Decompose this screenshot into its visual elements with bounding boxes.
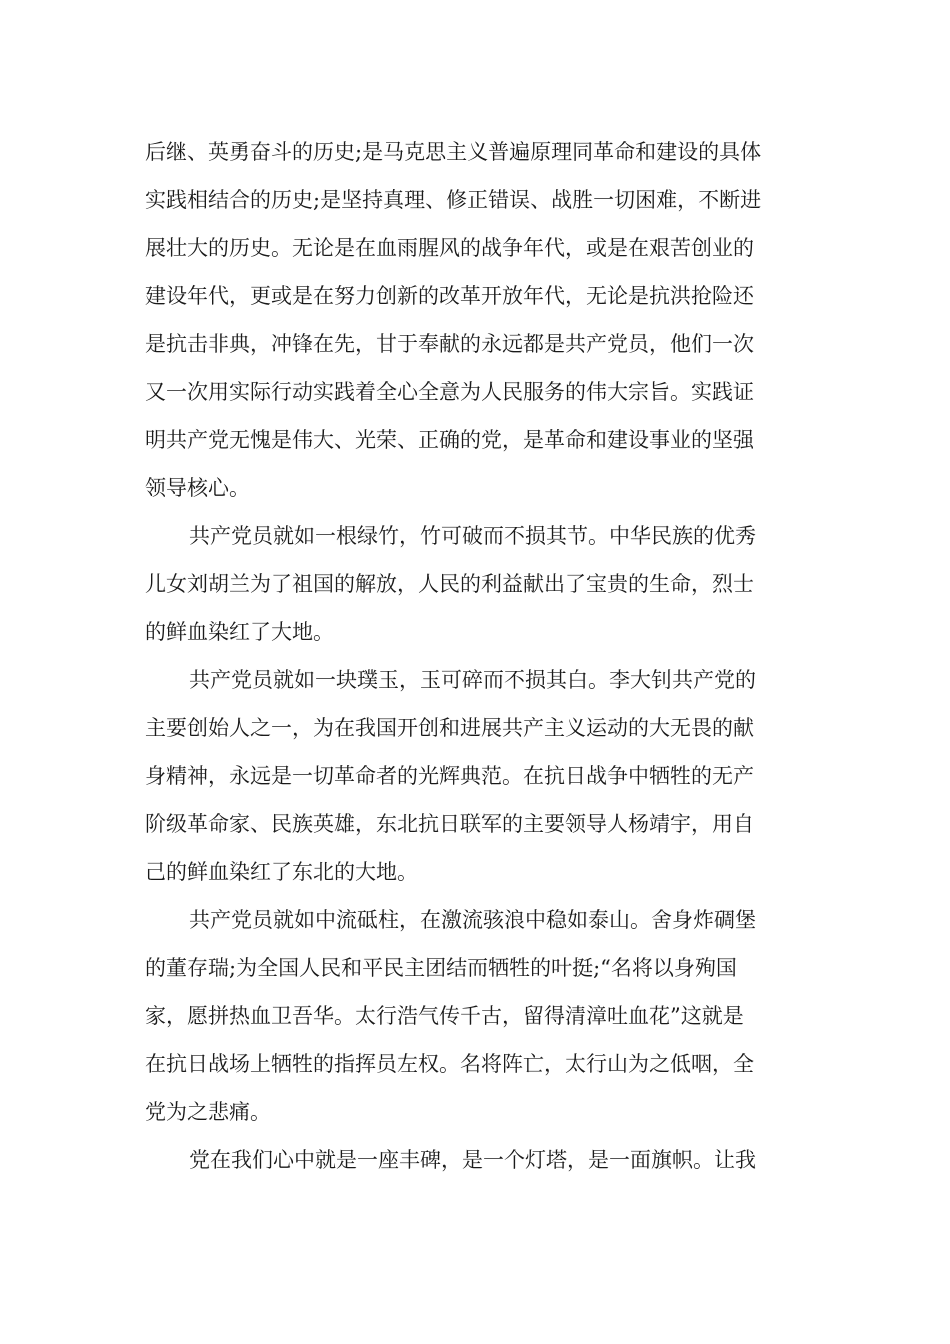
text-line: 后继、英勇奋斗的历史;是马克思主义普遍原理同革命和建设的具体 xyxy=(145,140,762,164)
text-line: 共产党员就如一块璞玉，玉可碎而不损其白。李大钊共产党的 xyxy=(189,668,756,692)
paragraph xyxy=(145,1136,805,1184)
text-line: 己的鲜血染红了东北的大地。 xyxy=(145,860,418,884)
text-line: 身精神，永远是一切革命者的光辉典范。在抗日战争中牺牲的无产 xyxy=(145,764,754,788)
text-line: 阶级革命家、民族英雄，东北抗日联军的主要领导人杨靖宇，用自 xyxy=(145,812,754,836)
text-line: 共产党员就如一根绿竹，竹可破而不损其节。中华民族的优秀 xyxy=(189,524,756,548)
body-text xyxy=(145,128,805,1184)
paragraph xyxy=(145,128,805,512)
text-line: 党为之悲痛。 xyxy=(145,1100,271,1124)
text-line: 党在我们心中就是一座丰碑，是一个灯塔，是一面旗帜。让我 xyxy=(189,1148,756,1172)
text-line: 家，愿拼热血卫吾华。太行浩气传千古，留得清漳吐血花”这就是 xyxy=(145,1004,744,1028)
text-line: 领导核心。 xyxy=(145,476,250,500)
text-line: 又一次用实际行动实践着全心全意为人民服务的伟大宗旨。实践证 xyxy=(145,380,754,404)
text-line: 共产党员就如中流砥柱，在激流骇浪中稳如泰山。舍身炸碉堡 xyxy=(189,908,756,932)
text-line: 的董存瑞;为全国人民和平民主团结而牺牲的叶挺;“名将以身殉国 xyxy=(145,956,737,980)
text-line: 是抗击非典，冲锋在先，甘于奉献的永远都是共产党员，他们一次 xyxy=(145,332,754,356)
text-line: 建设年代，更或是在努力创新的改革开放年代，无论是抗洪抢险还 xyxy=(145,284,754,308)
text-line: 的鲜血染红了大地。 xyxy=(145,620,334,644)
text-line: 儿女刘胡兰为了祖国的解放，人民的利益献出了宝贵的生命，烈士 xyxy=(145,572,754,596)
text-line: 主要创始人之一，为在我国开创和进展共产主义运动的大无畏的献 xyxy=(145,716,754,740)
text-line: 实践相结合的历史;是坚持真理、修正错误、战胜一切困难，不断进 xyxy=(145,188,762,212)
paragraph xyxy=(145,656,805,896)
text-line: 展壮大的历史。无论是在血雨腥风的战争年代，或是在艰苦创业的 xyxy=(145,236,754,260)
text-line: 明共产党无愧是伟大、光荣、正确的党，是革命和建设事业的坚强 xyxy=(145,428,754,452)
text-line: 在抗日战场上牺牲的指挥员左权。名将阵亡，太行山为之低咽，全 xyxy=(145,1052,754,1076)
paragraph xyxy=(145,512,805,656)
paragraph xyxy=(145,896,805,1136)
